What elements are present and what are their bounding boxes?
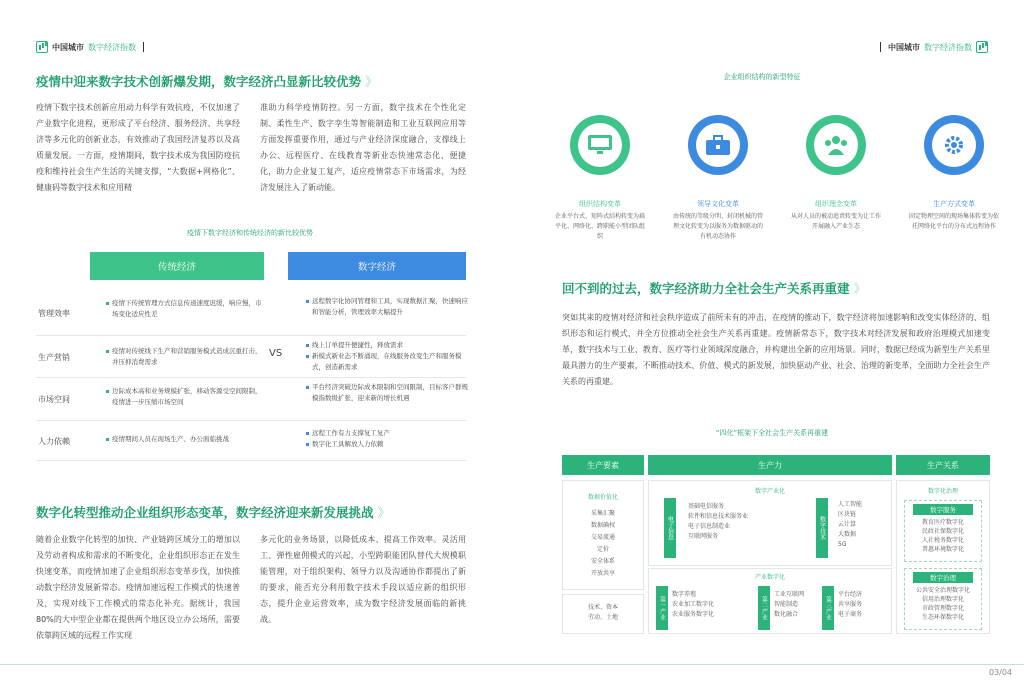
frame-caption: “四化”框架下全社会生产关系再重建 xyxy=(715,429,829,437)
digi-cell: 远程工作有力支撑复工复产 数字化工具解放人力依赖 xyxy=(304,428,468,450)
governance-box: 数字化治理 xyxy=(896,480,990,634)
brand-logo-icon xyxy=(976,41,988,53)
gear-icon xyxy=(942,133,966,157)
row-label: 生产营销 xyxy=(38,353,70,362)
section3-title: 回不到的过去，数字经济助力全社会生产关系再重建 》 xyxy=(562,281,867,296)
list: 人工智能 区块链 云计算 大数据 5G xyxy=(838,501,863,548)
col-head: 生产要素 xyxy=(562,455,644,475)
org-item-title: 组织理念变革 xyxy=(815,200,857,208)
trad-cell: 疫情下传统管理方式信息传递速度迟缓，响应慢，市场变化适应性差 xyxy=(104,298,264,320)
section2-title: 数字化转型推动企业组织形态变革，数字经济迎来新发展挑战 》 xyxy=(36,505,391,520)
row-label: 市场空间 xyxy=(38,395,70,404)
right-page xyxy=(512,0,1024,695)
traditional-economy-head: 传统经济 xyxy=(90,252,264,280)
briefcase-icon xyxy=(705,134,731,156)
digital-service-box: 数字服务 教育医疗数字化 民政社保数字化 人社税务数字化 普惠环境数字化 xyxy=(904,500,982,562)
section2-col1: 随着企业数字化转型的加快、产业链跨区域分工的增加以及劳动者构成和需求的不断变化，企业组织形态正在发生快速变革，而疫情加速了企业组织形态变革步伐，加快推动数字经济发展新常态。疫情加速远程工作模式的快速普及，实现对线下工作模式的常态化补充。据统计，我国80%的大中型企业都在提供两个地区设立办公场所，需要依靠跨区域的远程工作实现 xyxy=(36,535,240,640)
section1-col2: 准助力科学疫情防控。另一方面，数字技术在个性化定制、柔性生产、数字孪生等智能制造和工业互联网应用等方面发挥重要作用，通过与产业经济深度融合，支撑线上办公、远程医疗、在线教育等新业态快速常态化、便捷化，助力企业复工复产，适应疫情常态下市场需求，为经济发展注入了新动能。 xyxy=(260,103,466,192)
section3-body: 突如其来的疫情对经济和社会秩序造成了前所未有的冲击，在疫情的推动下，数字经济将加速影响和改变实体经济的、组织形态和运行模式，并全方位推动全社会生产关系再重建。疫情新常态下，数字技术对经济发展和政府治理模式加速变革，数字技术与工业、教育、医疗等行业领域深度融合，并构建出全新的应用场景。同时，数据已经成为新型生产关系里最具潜力的生产要素，不断推动技术、价值、模式的新发展，加快驱动产业、社会、治理的新变革，全面助力全社会生产关系的再重建。 xyxy=(562,313,990,386)
org-caption: 企业组织结构的新型特征 xyxy=(723,73,801,81)
section1-title: 疫情中迎来数字技术创新爆发期，数字经济凸显新比较优势 》 xyxy=(36,74,378,89)
org-item-title: 生产方式变革 xyxy=(933,200,975,208)
section1-col1: 疫情下数字技术创新应用动力科学有效抗疫，不仅加速了产业数字化进程，更形成了平台经济、服务经济、共享经济等多元化的创新业态，有效推动了我国经济复苏以及高质量发展。一方面，疫情期间，数字技术成为我国防疫抗疫和维持社会生产生活的关键支撑，“大数据+网格化”、健康码等数字技术和应用精 xyxy=(36,103,240,192)
digi-cell: 远程数字化协同管理和工具，实现数据汇聚，快速响应和智能分析，管理效率大幅提升 xyxy=(312,297,468,316)
header-brand: 中国城市 xyxy=(52,42,84,52)
list: 工业互联网 智能制造 数化融合 xyxy=(774,591,805,618)
digital-governance-box: 数字治理 公共安全治理数字化 信用治理数字化 市政管理数字化 生态环保数字化 xyxy=(904,568,982,630)
list: 基础电信服务 软件和信息技术服务业 电子信息制造业 互联网服务 xyxy=(688,503,749,540)
col-head: 生产关系 xyxy=(896,455,990,475)
tag: 数字技术 xyxy=(816,498,828,558)
org-item-title: 领导文化变革 xyxy=(697,200,739,208)
monitor-icon xyxy=(587,134,613,156)
factors-box: 技术、资本 劳动、土地 xyxy=(562,594,644,634)
trad-cell: 疫情对传统线下生产和营销服务模式造成沉重打击，并压抑消费需求 xyxy=(104,346,264,368)
brand-logo-icon xyxy=(36,41,48,53)
tag: 第三产业 xyxy=(822,586,834,630)
header-right xyxy=(880,40,988,54)
org-item-desc: 固定物理空间的现场集体转变为依托网络化平台的分布式远程协作 xyxy=(909,213,1000,230)
org-item-desc: 企业平台式、矩阵式结构转变为扁平化、网络化、跨职能小型团队组织 xyxy=(555,213,646,240)
digi-cell: 线上订单提升便捷性，释放需求 新模式新业态不断涌现，在线服务改变生产和服务模式，创造新需求 xyxy=(304,340,468,373)
trad-cell: 疫情期间人员在现场生产、办公面临挑战 xyxy=(104,434,264,445)
org-item-title: 组织结构变革 xyxy=(579,200,621,208)
digi-cell: 平台经济突破边际成本限制和空间限制，目标客户群规模指数级扩张，迎来新的增长机遇 xyxy=(312,383,468,402)
header-subtitle: 数字经济指数 xyxy=(88,42,136,52)
page-number: 03/04 xyxy=(988,668,1012,677)
compare-caption: 疫情下数字经济和传统经济的新比较优势 xyxy=(187,229,313,237)
digital-economy-head: 数字经济 xyxy=(288,252,466,280)
row-label: 人力依赖 xyxy=(38,437,70,446)
trad-cell: 边际成本高和业务规模扩张，移动客源受空间限制，疫情进一步压缩市场空间 xyxy=(104,386,264,408)
team-icon xyxy=(823,134,849,156)
org-item-circle xyxy=(806,115,866,175)
row-label: 管理效率 xyxy=(38,309,70,318)
org-item-desc: 由传统的等级分明、封闭机械的管理文化转变为以服务为数据驱动的有机动态协作 xyxy=(673,213,764,240)
header-left xyxy=(36,40,144,54)
industry-digital-box: 产业数字化 xyxy=(648,568,892,634)
digital-industry-box: 数字产业化 xyxy=(648,480,892,566)
org-item-circle xyxy=(688,115,748,175)
col-head: 生产力 xyxy=(648,455,892,475)
tag: 第二产业 xyxy=(758,586,770,630)
header-subtitle: 数字经济指数 xyxy=(924,42,972,52)
org-item-circle xyxy=(570,115,630,175)
list: 平台经济 共享服务 电子商务 xyxy=(838,591,863,618)
org-item-desc: 从对人员的被动追责转变为让工作开展融入产业生态 xyxy=(791,213,882,230)
vs-label: VS xyxy=(269,348,283,359)
tag: 第一产业 xyxy=(656,586,668,630)
header-brand: 中国城市 xyxy=(888,42,920,52)
footer-line xyxy=(0,664,512,665)
org-item-circle xyxy=(924,115,984,175)
tag: 电子信息 xyxy=(664,498,676,558)
section2-col2: 多元化的业务场景，以降低成本、提高工作效率。灵活用工、弹性雇佣模式的兴起，小型跨职能团队替代大规模职能管理，对于组织架构、领导力以及沟通协作都提出了新的要求，能否充分利用数字技术手段以适应新的组织形态，提升企业运营效率，成为数字经济发展面临的新挑战。 xyxy=(260,535,466,624)
footer-line xyxy=(512,664,1024,665)
data-value-box: 数据价值化 采集汇聚 数据确权 交易流通 定价 安全体系 开放共享 xyxy=(562,480,644,590)
list: 数字养殖 农业加工数字化 农业服务数字化 xyxy=(672,591,715,618)
